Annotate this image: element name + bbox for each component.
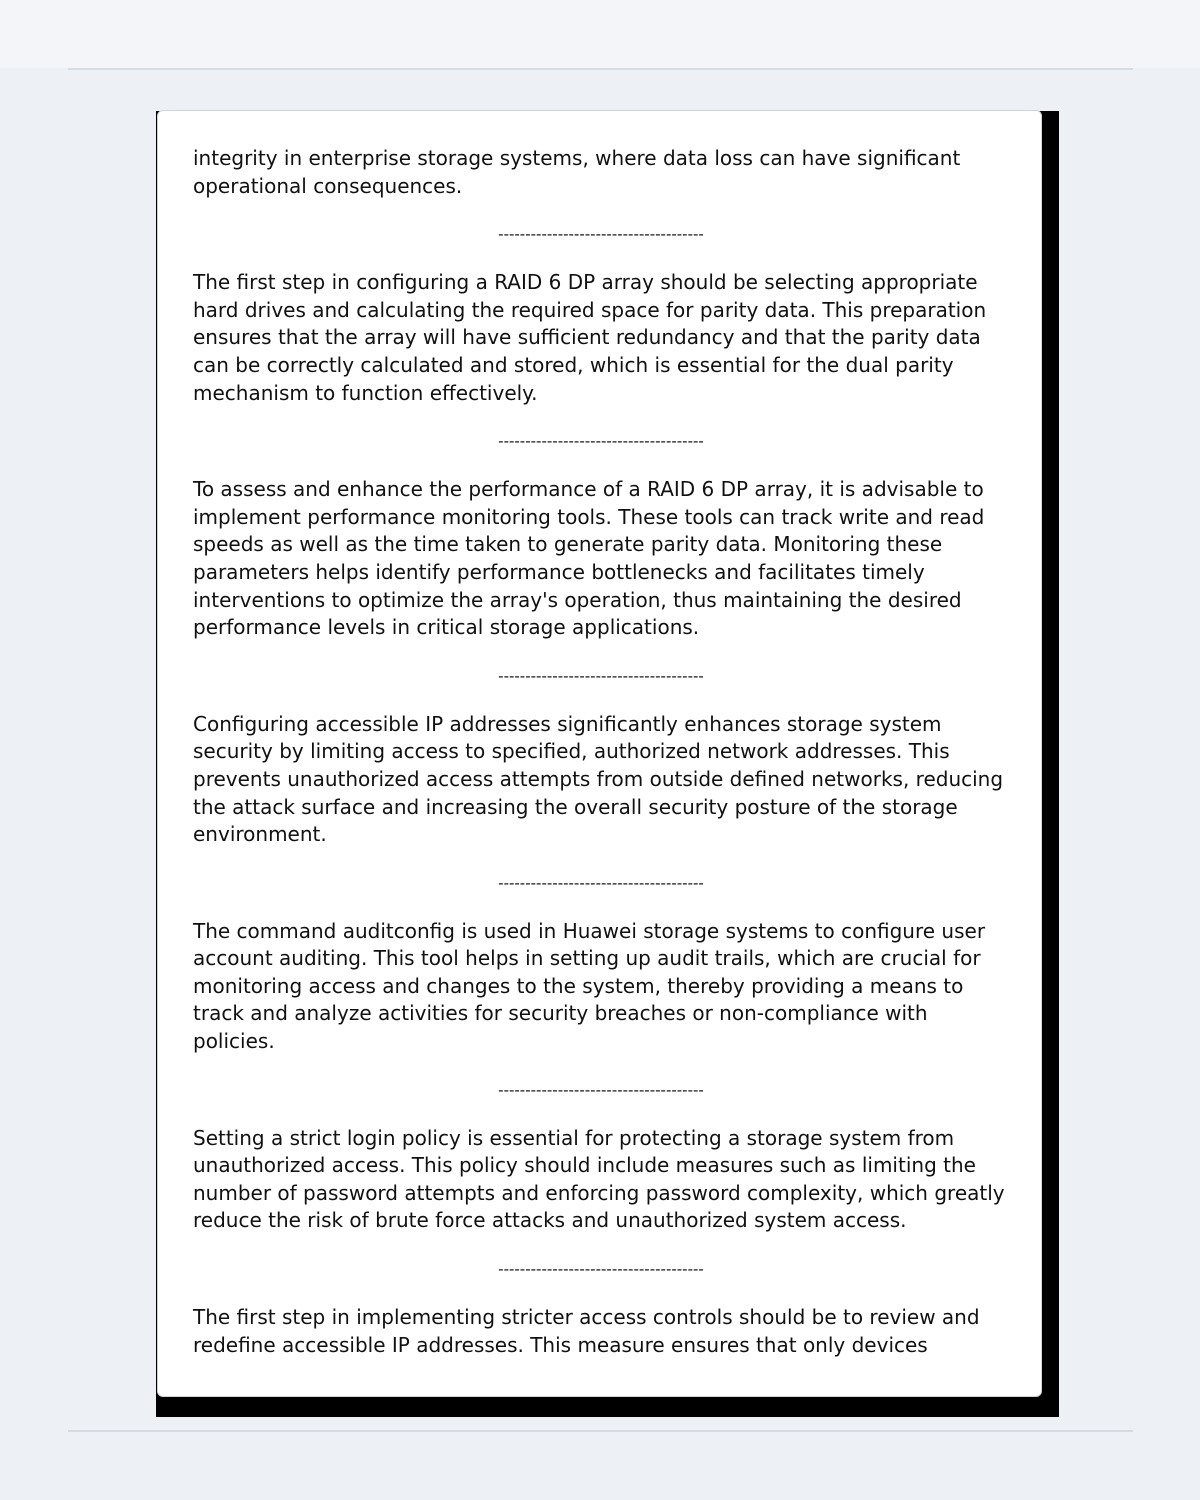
paragraph: To assess and enhance the performance of a RAID 6 DP array, it is advisable to implement performance monitoring tools. These tools can track write and read speeds as well as the time taken to generate parity data. Monitoring these parameters helps identify performance bottlenecks and facilitates timely interventions to optimize the array's operation, thus maintaining the desired performance levels in critical storage applications. [193,477,985,640]
separator: -------------------------------------- [498,432,704,451]
separator: -------------------------------------- [498,225,704,244]
separator: -------------------------------------- [498,873,704,892]
document-content [193,145,1009,1359]
separator: -------------------------------------- [498,1260,704,1279]
separator: -------------------------------------- [498,666,704,685]
separator: -------------------------------------- [498,1080,704,1099]
top-divider [68,68,1133,70]
top-band [0,0,1200,68]
paragraph: Configuring accessible IP addresses significantly enhances storage system security by limiting access to specified, authorized network addresses. This prevents unauthorized access attempts from outside defined networks, reducing the attack surface and increasing the overall security posture of the storage environment. [193,711,1004,847]
bottom-divider [68,1430,1133,1432]
paragraph: integrity in enterprise storage systems, where data loss can have significant operational consequences. [193,146,961,198]
paragraph: The command auditconfig is used in Huawei storage systems to configure user account auditing. This tool helps in setting up audit trails, which are crucial for monitoring access and changes to the system, thereby providing a means to track and analyze activities for security breaches or non-compliance with policies. [193,918,986,1054]
paragraph: The first step in configuring a RAID 6 DP array should be selecting appropriate hard drives and calculating the required space for parity data. This preparation ensures that the array will have sufficient redundancy and that the parity data can be correctly calculated and stored, which is essential for the dual parity mechanism to function effectively. [193,270,987,405]
paragraph: The first step in implementing stricter access controls should be to review and redefine accessible IP addresses. This measure ensures that only devices [193,1305,980,1357]
paragraph: Setting a strict login policy is essential for protecting a storage system from unauthorized access. This policy should include measures such as limiting the number of password attempts and enforcing password complexity, which greatly reduce the risk of brute force attacks and unauthorized system access. [193,1125,1005,1233]
document-page[interactable] [157,110,1042,1397]
